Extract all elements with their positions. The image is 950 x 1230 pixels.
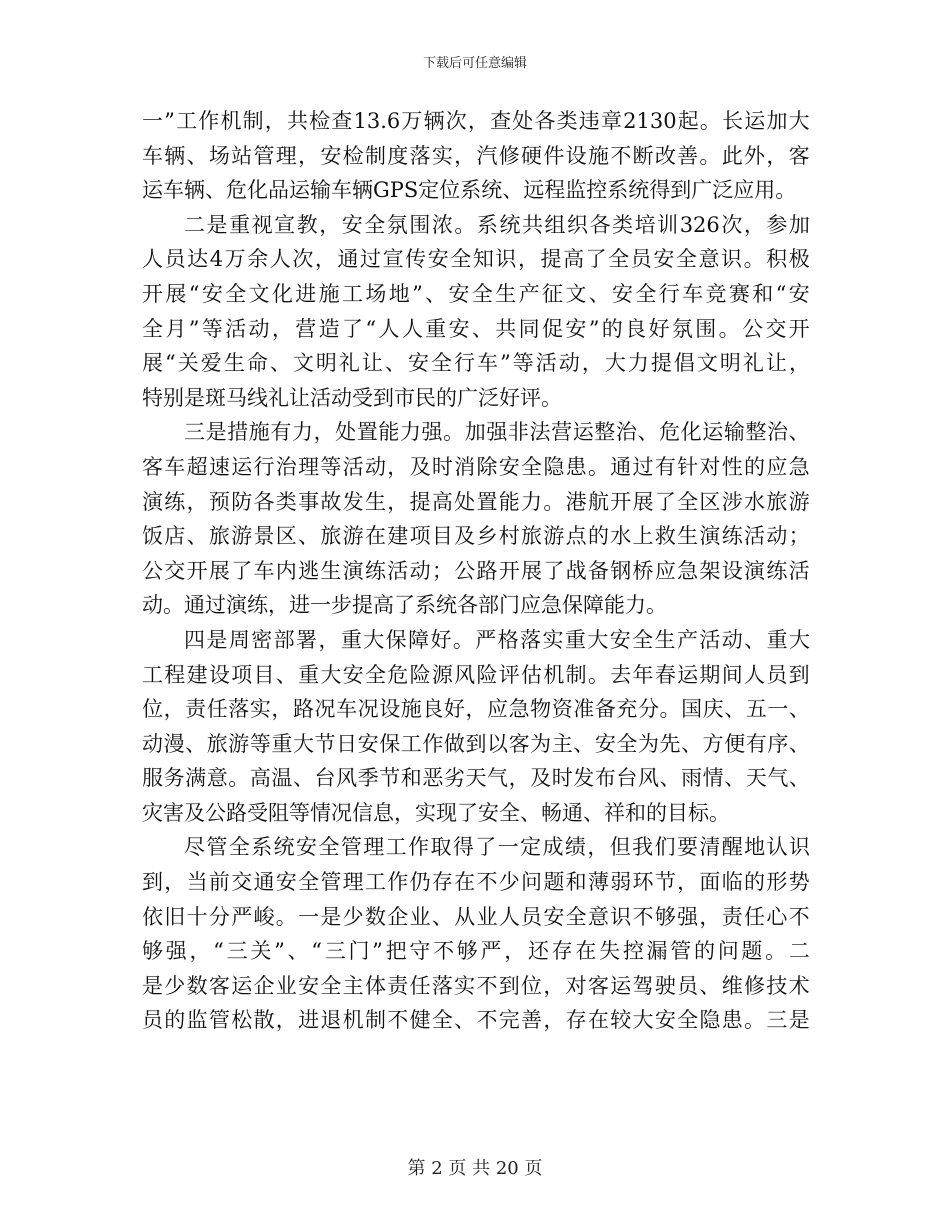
paragraph <box>142 830 810 1038</box>
text-line: 演 练 ， 预 防 各 类 事 故 发 生 ， 提 高 处 置 能 力 。 港 航 开 展 了 全 区 涉 水 旅 游 <box>142 489 810 514</box>
text-line: 饭 店 、 旅 游 景 区 、 旅 游 在 建 项 目 及 乡 村 旅 游 点 的 水 上 救 生 演 练 活 动 ； <box>142 524 810 549</box>
text-line: 三 是 措 施 有 力 ， 处 置 能 力 强 。 加 强 非 法 营 运 整 治 、 危 化 运 输 整 治 、 <box>184 420 810 445</box>
text-line: 特别是斑马线礼让活动受到市民的广泛好评。 <box>142 385 562 410</box>
text-line: 够 强 ， “ 三 关 ” 、 “ 三 门 ” 把 守 不 够 严 ， 还 存 在 失 控 漏 管 的 问 题 。 二 <box>142 939 810 964</box>
text-line: 一 ” 工 作 机 制 ， 共 检 查 13.6 万 辆 次 ， 查 处 各 类 违 章 2130 起 。 长 运 加 大 <box>142 109 810 133</box>
text-line: 开 展 “ 安 全 文 化 进 施 工 场 地 ” 、 安 全 生 产 征 文 、 安 全 行 车 竞 赛 和 “ 安 <box>142 281 810 306</box>
text-line: 依 旧 十 分 严 峻 。 一 是 少 数 企 业 、 从 业 人 员 安 全 意 识 不 够 强 ， 责 任 心 不 <box>142 904 810 929</box>
page-header: 下载后可任意编辑 <box>422 56 527 71</box>
text-line: 客 车 超 速 运 行 治 理 等 活 动 ， 及 时 消 除 安 全 隐 患 。 通 过 有 针 对 性 的 应 急 <box>142 454 810 479</box>
text-line: 全 月 ” 等 活 动 ， 营 造 了 “ 人 人 重 安 、 共 同 促 安 ” 的 良 好 氛 围 。 公 交 开 <box>142 316 810 341</box>
text-line: 运车辆、危化品运输车辆GPS定位系统、远程监控系统得到广泛应用。 <box>142 178 797 203</box>
paragraph <box>142 104 810 208</box>
text-line: 动。通过演练，进一步提高了系统各部门应急保障能力。 <box>142 593 667 618</box>
text-line: 人 员 达 4 万 余 人 次 ， 通 过 宣 传 安 全 知 识 ， 提 高 了 全 员 安 全 意 识 。 积 极 <box>142 247 810 272</box>
text-line: 工 程 建 设 项 目 、 重 大 安 全 危 险 源 风 险 评 估 机 制 。 去 年 春 运 期 间 人 员 到 <box>142 662 810 687</box>
text-line: 四 是 周 密 部 署 ， 重 大 保 障 好 。 严 格 落 实 重 大 安 全 生 产 活 动 、 重 大 <box>184 627 810 652</box>
paragraph <box>142 208 810 416</box>
document-body <box>142 104 810 1038</box>
page-footer: 第 2 页 共 20 页 <box>407 1158 543 1179</box>
text-line: 是 少 数 客 运 企 业 安 全 主 体 责 任 落 实 不 到 位 ， 对 客 运 驾 驶 员 、 维 修 技 术 <box>142 973 810 998</box>
text-line: 二 是 重 视 宣 教 ， 安 全 氛 围 浓 。 系 统 共 组 织 各 类 培 训 326 次 ， 参 加 <box>184 212 810 237</box>
text-line: 员 的 监 管 松 散 ， 进 退 机 制 不 健 全 、 不 完 善 ， 存 在 较 大 安 全 隐 患 。 三 是 <box>142 1008 810 1033</box>
text-line: 车 辆 、 场 站 管 理 ， 安 检 制 度 落 实 ， 汽 修 硬 件 设 施 不 断 改 善 。 此 外 ， 客 <box>142 143 810 168</box>
text-line: 展 “ 关 爱 生 命 、 文 明 礼 让 、 安 全 行 车 ” 等 活 动 ， 大 力 提 倡 文 明 礼 让 ， <box>142 351 810 376</box>
text-line: 到 ， 当 前 交 通 安 全 管 理 工 作 仍 存 在 不 少 问 题 和 薄 弱 环 节 ， 面 临 的 形 势 <box>142 870 810 895</box>
paragraph <box>142 623 810 831</box>
text-line: 灾害及公路受阻等情况信息，实现了安全、畅通、祥和的目标。 <box>142 800 730 825</box>
text-line: 动 漫 、 旅 游 等 重 大 节 日 安 保 工 作 做 到 以 客 为 主 、 安 全 为 先 、 方 便 有 序 、 <box>142 731 810 756</box>
paragraph <box>142 415 810 623</box>
text-line: 尽 管 全 系 统 安 全 管 理 工 作 取 得 了 一 定 成 绩 ， 但 我 们 要 清 醒 地 认 识 <box>184 835 810 860</box>
text-line: 服 务 满 意 。 高 温 、 台 风 季 节 和 恶 劣 天 气 ， 及 时 发 布 台 风 、 雨 情 、 天 气 、 <box>142 766 810 791</box>
text-line: 位 ， 责 任 落 实 ， 路 况 车 况 设 施 良 好 ， 应 急 物 资 准 备 充 分 。 国 庆 、 五 一 、 <box>142 697 810 722</box>
text-line: 公 交 开 展 了 车 内 逃 生 演 练 活 动 ； 公 路 开 展 了 战 备 钢 桥 应 急 架 设 演 练 活 <box>142 558 810 583</box>
